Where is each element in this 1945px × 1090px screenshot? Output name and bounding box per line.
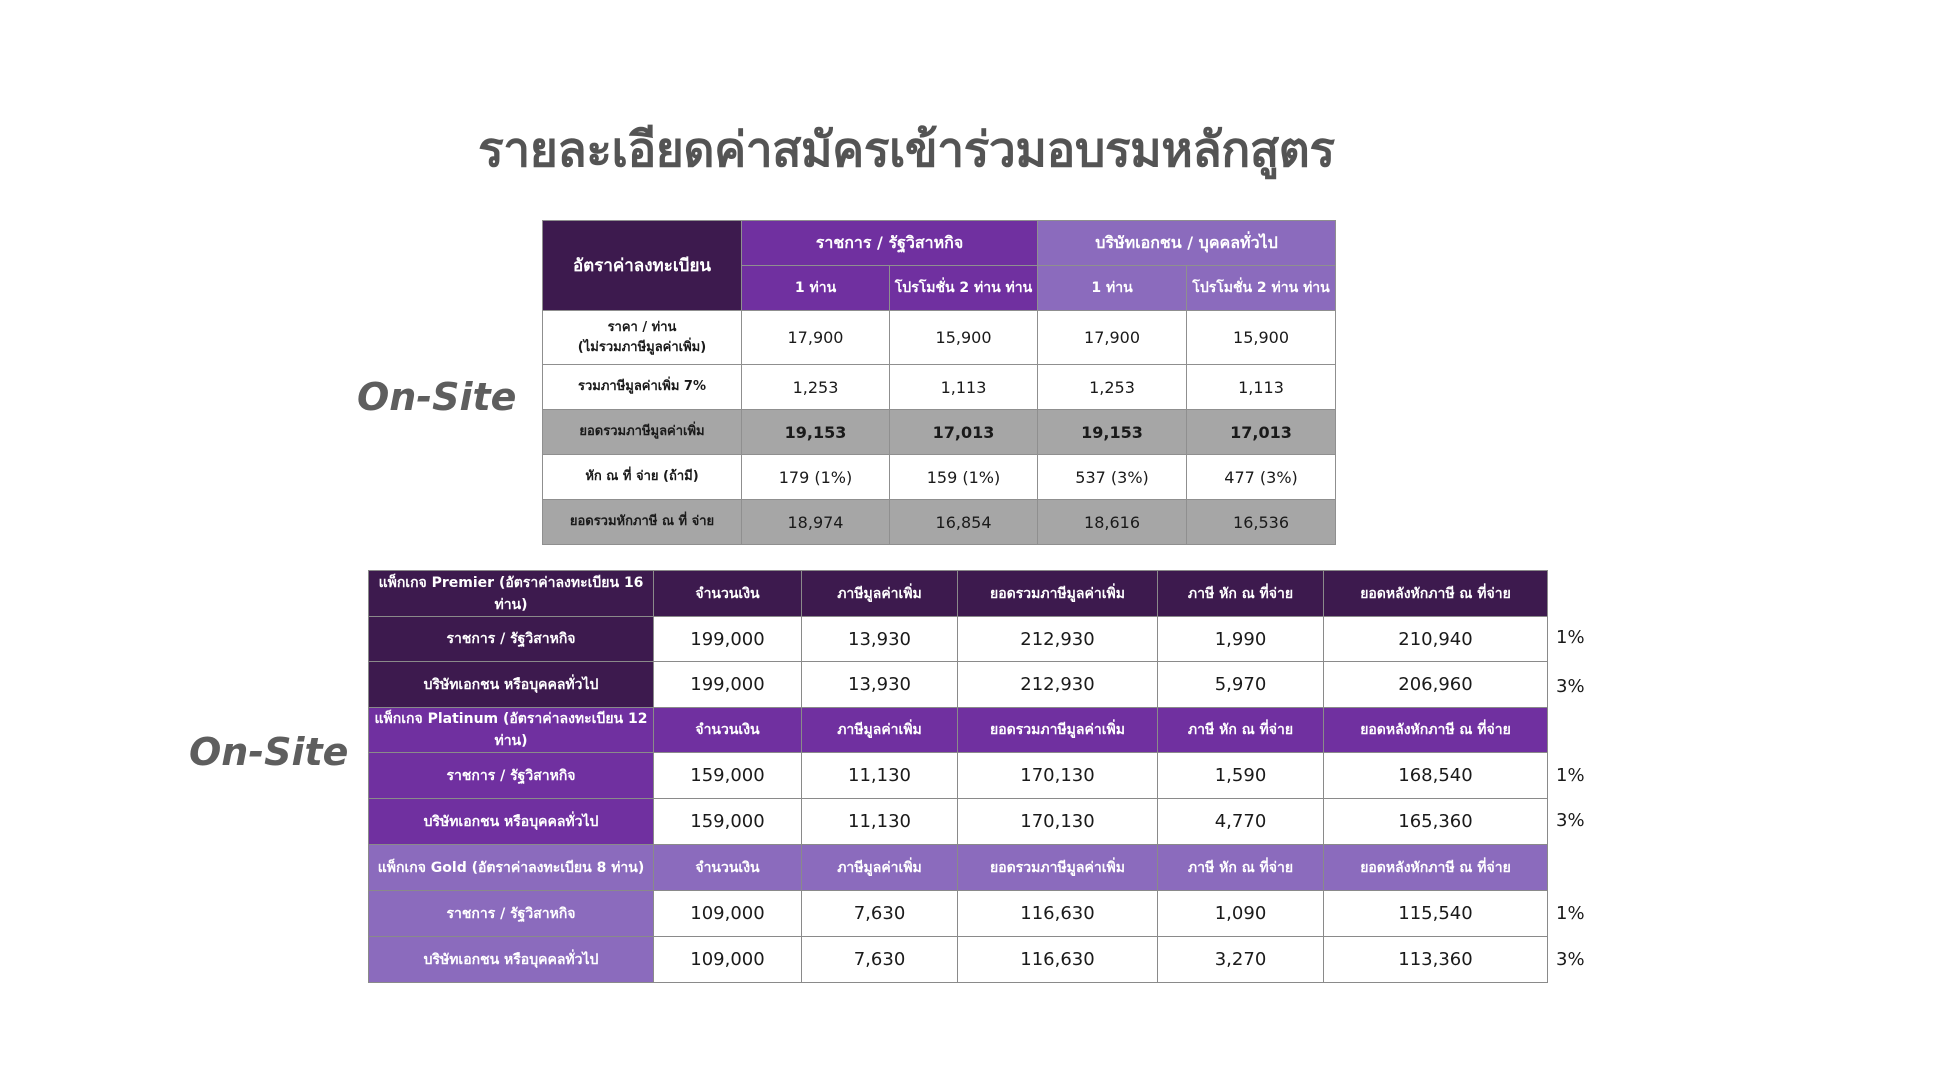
table-cell: 4,770	[1158, 799, 1324, 845]
withholding-percent: 3%	[1556, 949, 1585, 970]
row-label: ยอดรวมภาษีมูลค่าเพิ่ม	[543, 410, 742, 455]
column-header: ภาษี หัก ณ ที่จ่าย	[1158, 845, 1324, 891]
table-cell: 159,000	[654, 753, 802, 799]
withholding-percent: 1%	[1556, 765, 1585, 786]
package-pricing-table	[368, 570, 1548, 983]
table-cell: 13,930	[802, 662, 958, 708]
table-cell: 212,930	[958, 617, 1158, 662]
table-row	[543, 311, 1336, 365]
table-row	[369, 617, 1548, 662]
column-header: ยอดหลังหักภาษี ณ ที่จ่าย	[1324, 845, 1548, 891]
table-cell: 17,013	[1187, 410, 1336, 455]
table-row	[369, 662, 1548, 708]
table-cell: 116,630	[958, 937, 1158, 983]
onsite-label: On-Site	[189, 730, 349, 774]
table-cell: 1,113	[890, 365, 1038, 410]
withholding-percent: 3%	[1556, 810, 1585, 831]
table-cell: 170,130	[958, 799, 1158, 845]
column-header: ภาษี หัก ณ ที่จ่าย	[1158, 708, 1324, 753]
withholding-percent: 3%	[1556, 676, 1585, 697]
table-cell: 17,900	[1038, 311, 1187, 365]
table-cell: 206,960	[1324, 662, 1548, 708]
table-cell: 212,930	[958, 662, 1158, 708]
table-cell: 159 (1%)	[890, 455, 1038, 500]
table-cell: 19,153	[1038, 410, 1187, 455]
table-cell: 109,000	[654, 891, 802, 937]
row-label-line: ราคา / ท่าน	[607, 319, 677, 335]
column-header: ภาษีมูลค่าเพิ่ม	[802, 845, 958, 891]
package-header-gold	[369, 845, 1548, 891]
column-header: ภาษี หัก ณ ที่จ่าย	[1158, 571, 1324, 617]
table-cell: 11,130	[802, 753, 958, 799]
package-header-platinum	[369, 708, 1548, 753]
column-header: ยอดรวมภาษีมูลค่าเพิ่ม	[958, 845, 1158, 891]
table-cell: 7,630	[802, 937, 958, 983]
row-label: รวมภาษีมูลค่าเพิ่ม 7%	[543, 365, 742, 410]
table-cell: 113,360	[1324, 937, 1548, 983]
table-cell: 1,113	[1187, 365, 1336, 410]
table-cell: 170,130	[958, 753, 1158, 799]
table-cell: 1,253	[1038, 365, 1187, 410]
table-cell: 1,253	[742, 365, 890, 410]
table-cell: 199,000	[654, 662, 802, 708]
withholding-percent: 1%	[1556, 627, 1585, 648]
package-name: แพ็กเกจ Premier (อัตราค่าลงทะเบียน 16 ท่าน)	[369, 571, 654, 617]
table-cell: 3,270	[1158, 937, 1324, 983]
row-label: ยอดรวมหักภาษี ณ ที่ จ่าย	[543, 500, 742, 545]
package-name: แพ็กเกจ Platinum (อัตราค่าลงทะเบียน 12 ท่าน)	[369, 708, 654, 753]
group-private-header: บริษัทเอกชน / บุคคลทั่วไป	[1038, 221, 1336, 266]
table-row	[543, 455, 1336, 500]
table-cell: 116,630	[958, 891, 1158, 937]
row-label: หัก ณ ที่ จ่าย (ถ้ามี)	[543, 455, 742, 500]
row-label-note: (ไม่รวมภาษีมูลค่าเพิ่ม)	[577, 339, 707, 355]
onsite-label: On-Site	[357, 375, 517, 419]
table-cell: 115,540	[1324, 891, 1548, 937]
package-header-premier	[369, 571, 1548, 617]
column-header: ยอดหลังหักภาษี ณ ที่จ่าย	[1324, 708, 1548, 753]
group-gov-header: ราชการ / รัฐวิสาหกิจ	[742, 221, 1038, 266]
row-label: ราชการ / รัฐวิสาหกิจ	[369, 753, 654, 799]
row-label: บริษัทเอกชน หรือบุคคลทั่วไป	[369, 937, 654, 983]
column-header: จำนวนเงิน	[654, 845, 802, 891]
table-row	[369, 799, 1548, 845]
withholding-percent: 1%	[1556, 903, 1585, 924]
table-cell: 179 (1%)	[742, 455, 890, 500]
table-cell: 1,590	[1158, 753, 1324, 799]
table-cell: 18,616	[1038, 500, 1187, 545]
row-label: บริษัทเอกชน หรือบุคคลทั่วไป	[369, 662, 654, 708]
table-row	[369, 937, 1548, 983]
table-cell: 1,990	[1158, 617, 1324, 662]
table-cell: 15,900	[890, 311, 1038, 365]
table-cell: 1,090	[1158, 891, 1324, 937]
column-header: ภาษีมูลค่าเพิ่ม	[802, 708, 958, 753]
table-row	[543, 500, 1336, 545]
table-cell: 19,153	[742, 410, 890, 455]
table-cell: 18,974	[742, 500, 890, 545]
table-cell: 537 (3%)	[1038, 455, 1187, 500]
table-cell: 5,970	[1158, 662, 1324, 708]
table-cell: 16,854	[890, 500, 1038, 545]
table-cell: 199,000	[654, 617, 802, 662]
column-header: ยอดหลังหักภาษี ณ ที่จ่าย	[1324, 571, 1548, 617]
column-header: ยอดรวมภาษีมูลค่าเพิ่ม	[958, 571, 1158, 617]
table-cell: 17,013	[890, 410, 1038, 455]
private-promo-header: โปรโมชั่น 2 ท่าน ท่าน	[1187, 266, 1336, 311]
page-title: รายละเอียดค่าสมัครเข้าร่วมอบรมหลักสูตร	[478, 122, 1335, 178]
table-row	[543, 410, 1336, 455]
column-header: จำนวนเงิน	[654, 708, 802, 753]
row-label: ราชการ / รัฐวิสาหกิจ	[369, 617, 654, 662]
table-cell: 210,940	[1324, 617, 1548, 662]
row-label: ราชการ / รัฐวิสาหกิจ	[369, 891, 654, 937]
table-cell: 477 (3%)	[1187, 455, 1336, 500]
table-cell: 13,930	[802, 617, 958, 662]
table-row	[369, 891, 1548, 937]
table-row	[369, 753, 1548, 799]
gov-promo-header: โปรโมชั่น 2 ท่าน ท่าน	[890, 266, 1038, 311]
package-name: แพ็กเกจ Gold (อัตราค่าลงทะเบียน 8 ท่าน)	[369, 845, 654, 891]
gov-one-person-header: 1 ท่าน	[742, 266, 890, 311]
private-one-person-header: 1 ท่าน	[1038, 266, 1187, 311]
table-cell: 165,360	[1324, 799, 1548, 845]
registration-fee-table	[542, 220, 1336, 545]
column-header: จำนวนเงิน	[654, 571, 802, 617]
rate-header: อัตราค่าลงทะเบียน	[543, 221, 742, 311]
table-cell: 11,130	[802, 799, 958, 845]
table-cell: 17,900	[742, 311, 890, 365]
table-row	[543, 365, 1336, 410]
table-cell: 168,540	[1324, 753, 1548, 799]
column-header: ยอดรวมภาษีมูลค่าเพิ่ม	[958, 708, 1158, 753]
row-label	[543, 311, 742, 365]
table-cell: 7,630	[802, 891, 958, 937]
table-cell: 159,000	[654, 799, 802, 845]
column-header: ภาษีมูลค่าเพิ่ม	[802, 571, 958, 617]
table-cell: 15,900	[1187, 311, 1336, 365]
row-label: บริษัทเอกชน หรือบุคคลทั่วไป	[369, 799, 654, 845]
table-cell: 16,536	[1187, 500, 1336, 545]
table-cell: 109,000	[654, 937, 802, 983]
